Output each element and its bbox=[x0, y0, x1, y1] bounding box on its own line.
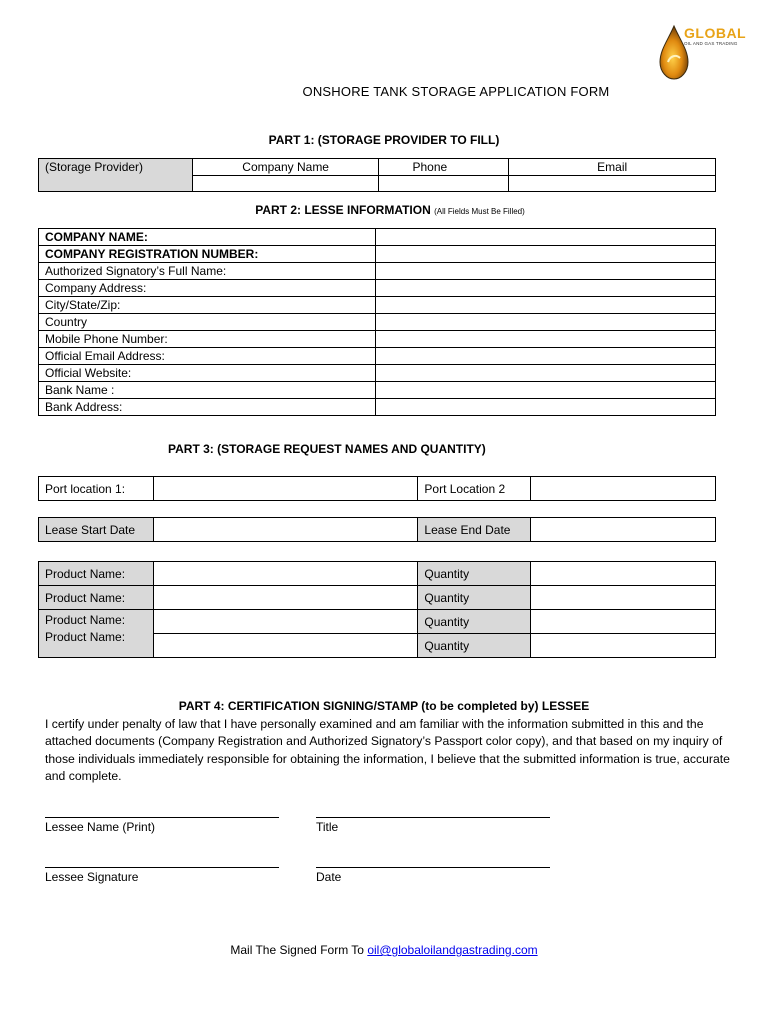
lessee-name-line[interactable] bbox=[45, 817, 279, 818]
product-name-field[interactable] bbox=[153, 562, 418, 586]
lessee-field-input[interactable] bbox=[375, 229, 715, 246]
storage-provider-label: (Storage Provider) bbox=[39, 159, 193, 192]
lessee-row bbox=[39, 382, 716, 399]
port-location-1-field[interactable] bbox=[153, 477, 418, 501]
product-name-label: Product Name: bbox=[39, 586, 154, 610]
lessee-row bbox=[39, 314, 716, 331]
lessee-row bbox=[39, 246, 716, 263]
quantity-label: Quantity bbox=[418, 634, 531, 658]
lessee-field-input[interactable] bbox=[375, 365, 715, 382]
lease-start-label: Lease Start Date bbox=[39, 518, 154, 542]
signature-line[interactable] bbox=[45, 867, 279, 868]
lessee-field-label: Authorized Signatory’s Full Name: bbox=[39, 263, 376, 280]
company-name-field[interactable] bbox=[192, 176, 379, 192]
mail-instruction bbox=[0, 943, 768, 957]
date-line[interactable] bbox=[316, 867, 550, 868]
lessee-field-label: Mobile Phone Number: bbox=[39, 331, 376, 348]
part4-heading: PART 4: CERTIFICATION SIGNING/STAMP (to be completed by) LESSEE bbox=[178, 699, 590, 713]
email-link[interactable]: oil@globaloilandgastrading.com bbox=[367, 943, 538, 957]
lessee-field-input[interactable] bbox=[375, 331, 715, 348]
lessee-field-input[interactable] bbox=[375, 246, 715, 263]
product-name-field[interactable] bbox=[153, 634, 418, 658]
lessee-field-input[interactable] bbox=[375, 399, 715, 416]
storage-provider-table bbox=[38, 158, 716, 192]
quantity-field[interactable] bbox=[531, 562, 716, 586]
lessee-row bbox=[39, 331, 716, 348]
lessee-row bbox=[39, 399, 716, 416]
lessee-field-label: Company Address: bbox=[39, 280, 376, 297]
date-label: Date bbox=[316, 870, 342, 884]
lease-end-label: Lease End Date bbox=[418, 518, 531, 542]
lessee-row bbox=[39, 280, 716, 297]
quantity-field[interactable] bbox=[531, 610, 716, 634]
title-label: Title bbox=[316, 820, 339, 834]
quantity-label: Quantity bbox=[418, 586, 531, 610]
product-name-label: Product Name: bbox=[45, 630, 126, 644]
company-name-header: Company Name bbox=[192, 159, 379, 176]
lease-start-field[interactable] bbox=[153, 518, 418, 542]
quantity-field[interactable] bbox=[531, 634, 716, 658]
part3-heading: PART 3: (STORAGE REQUEST NAMES AND QUANTITY) bbox=[168, 442, 486, 456]
port-location-2-label: Port Location 2 bbox=[418, 477, 531, 501]
lease-dates-table bbox=[38, 517, 716, 542]
port-location-2-field[interactable] bbox=[531, 477, 716, 501]
phone-field[interactable] bbox=[379, 176, 509, 192]
lessee-signature-label: Lessee Signature bbox=[45, 870, 139, 884]
lessee-name-label: Lessee Name (Print) bbox=[45, 820, 156, 834]
lessee-field-label: Official Email Address: bbox=[39, 348, 376, 365]
quantity-field[interactable] bbox=[531, 586, 716, 610]
phone-header: Phone bbox=[379, 159, 509, 176]
port-location-1-label: Port location 1: bbox=[39, 477, 154, 501]
lessee-field-label: COMPANY NAME: bbox=[39, 229, 376, 246]
lease-end-field[interactable] bbox=[531, 518, 716, 542]
lessee-field-label: Country bbox=[39, 314, 376, 331]
product-name-label-group bbox=[39, 610, 154, 658]
lessee-field-input[interactable] bbox=[375, 297, 715, 314]
product-name-field[interactable] bbox=[153, 586, 418, 610]
lessee-field-input[interactable] bbox=[375, 314, 715, 331]
quantity-label: Quantity bbox=[418, 610, 531, 634]
product-name-label: Product Name: bbox=[39, 562, 154, 586]
lessee-row bbox=[39, 297, 716, 314]
email-header: Email bbox=[509, 159, 716, 176]
mail-text: Mail The Signed Form To bbox=[230, 943, 364, 957]
part2-note: (All Fields Must Be Filled) bbox=[434, 207, 525, 216]
lessee-row bbox=[39, 348, 716, 365]
lessee-field-input[interactable] bbox=[375, 280, 715, 297]
lessee-field-input[interactable] bbox=[375, 382, 715, 399]
lessee-field-label: Bank Name : bbox=[39, 382, 376, 399]
lessee-row bbox=[39, 263, 716, 280]
port-location-table bbox=[38, 476, 716, 501]
lessee-info-table bbox=[38, 228, 716, 416]
certification-text: I certify under penalty of law that I have personally examined and am familiar with the information submitted in this and the attached documents (Company Registration and Authorized Signatory’s Passport color copy), and that based on my inquiry of those individuals immediately responsible for obtaining the information, I believe that the submitted information is true, accurate and complete. bbox=[45, 717, 730, 783]
product-name-label: Product Name: bbox=[45, 613, 126, 627]
part2-heading bbox=[0, 203, 768, 217]
lessee-field-label: COMPANY REGISTRATION NUMBER: bbox=[39, 246, 376, 263]
title-line[interactable] bbox=[316, 817, 550, 818]
email-field[interactable] bbox=[509, 176, 716, 192]
products-table bbox=[38, 561, 716, 658]
lessee-field-input[interactable] bbox=[375, 348, 715, 365]
page-title: ONSHORE TANK STORAGE APPLICATION FORM bbox=[302, 84, 610, 99]
product-name-field[interactable] bbox=[153, 610, 418, 634]
lessee-row bbox=[39, 365, 716, 382]
lessee-row bbox=[39, 229, 716, 246]
quantity-label: Quantity bbox=[418, 562, 531, 586]
part2-heading-text: PART 2: LESSE INFORMATION bbox=[255, 203, 431, 217]
lessee-field-label: Official Website: bbox=[39, 365, 376, 382]
lessee-field-input[interactable] bbox=[375, 263, 715, 280]
lessee-field-label: City/State/Zip: bbox=[39, 297, 376, 314]
logo-tagline: OIL AND GAS TRADING bbox=[684, 41, 738, 46]
part1-heading: PART 1: (STORAGE PROVIDER TO FILL) bbox=[268, 133, 500, 147]
logo-brand: GLOBAL bbox=[684, 25, 747, 41]
lessee-field-label: Bank Address: bbox=[39, 399, 376, 416]
